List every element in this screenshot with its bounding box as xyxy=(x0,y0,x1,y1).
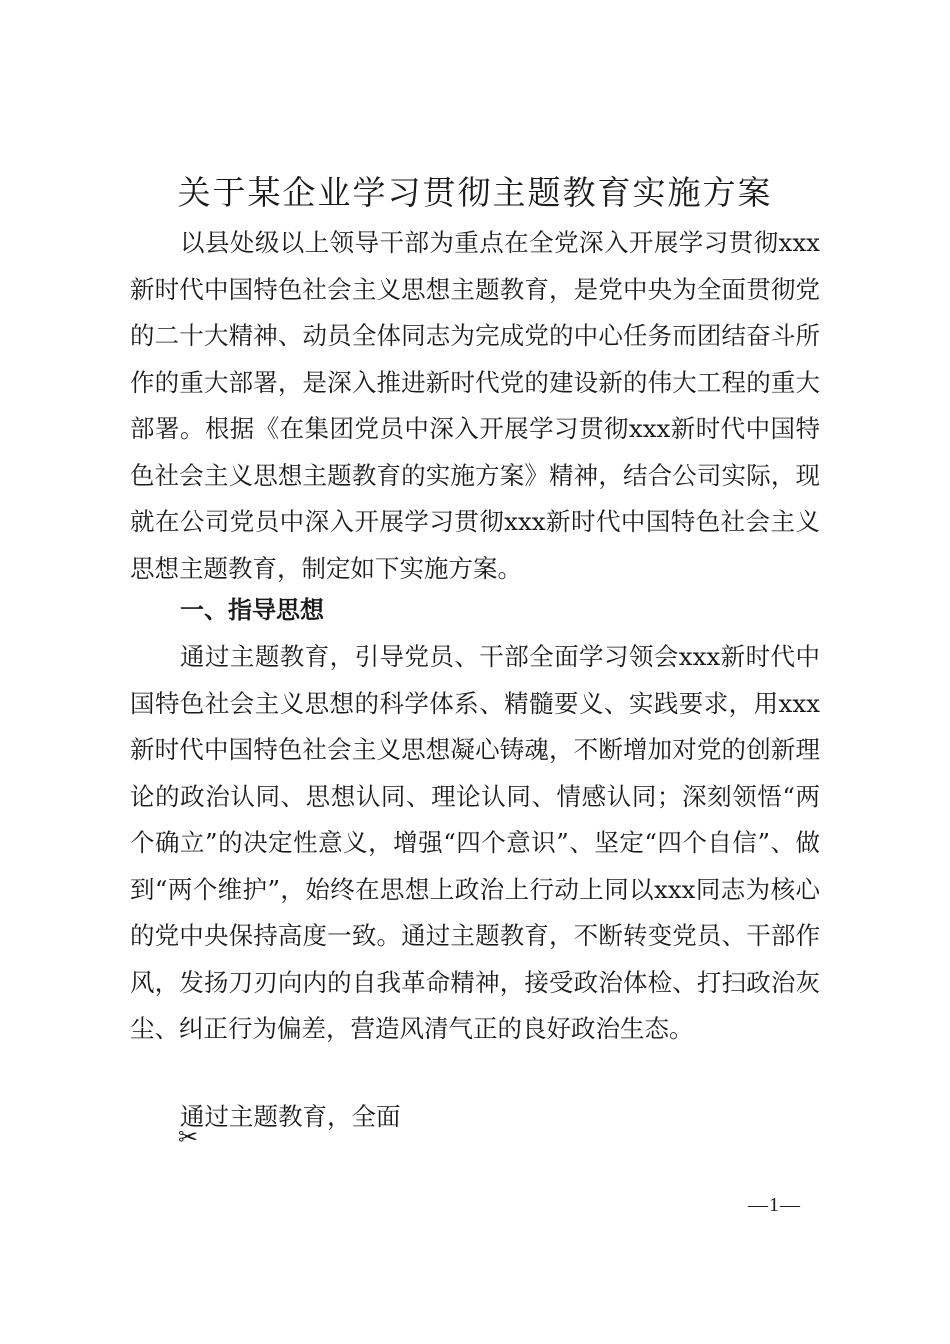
page-number: —1— xyxy=(748,1194,801,1216)
scissors-icon: ✂ xyxy=(178,1123,199,1151)
intro-paragraph: 以县处级以上领导干部为重点在全党深入开展学习贯彻xxx新时代中国特色社会主义思想主题教育，是党中央为全面贯彻党的二十大精神、动员全体同志为完成党的中心任务而团结奋斗所作的重大部署，是深入推进新时代党的建设新的伟大工程的重大部署。根据《在集团党员中深入开展学习贯彻xxx新时代中国特色社会主义思想主题教育的实施方案》精神，结合公司实际，现就在公司党员中深入开展学习贯彻xxx新时代中国特色社会主义思想主题教育，制定如下实施方案。 xyxy=(130,228,820,583)
section-heading-guiding-thought: 一、指导思想 xyxy=(180,596,324,624)
truncated-paragraph: 通过主题教育，全面 xyxy=(180,1102,401,1131)
guiding-thought-paragraph: 通过主题教育，引导党员、干部全面学习领会xxx新时代中国特色社会主义思想的科学体系、精髓要义、实践要求，用xxx新时代中国特色社会主义思想凝心铸魂，不断增加对党的创新理论的政治认同、思想认同、理论认同、情感认同；深刻领悟“两个确立”的决定性意义，增强“四个意识”、坚定“四个自信”、做到“两个维护”，始终在思想上政治上行动上同以xxx同志为核心的党中央保持高度一致。通过主题教育，不断转变党员、干部作风，发扬刀刃向内的自我革命精神，接受政治体检、打扫政治灰尘、纠正行为偏差，营造风清气正的良好政治生态。 xyxy=(130,642,820,1043)
document-title: 关于某企业学习贯彻主题教育实施方案 xyxy=(177,173,773,212)
